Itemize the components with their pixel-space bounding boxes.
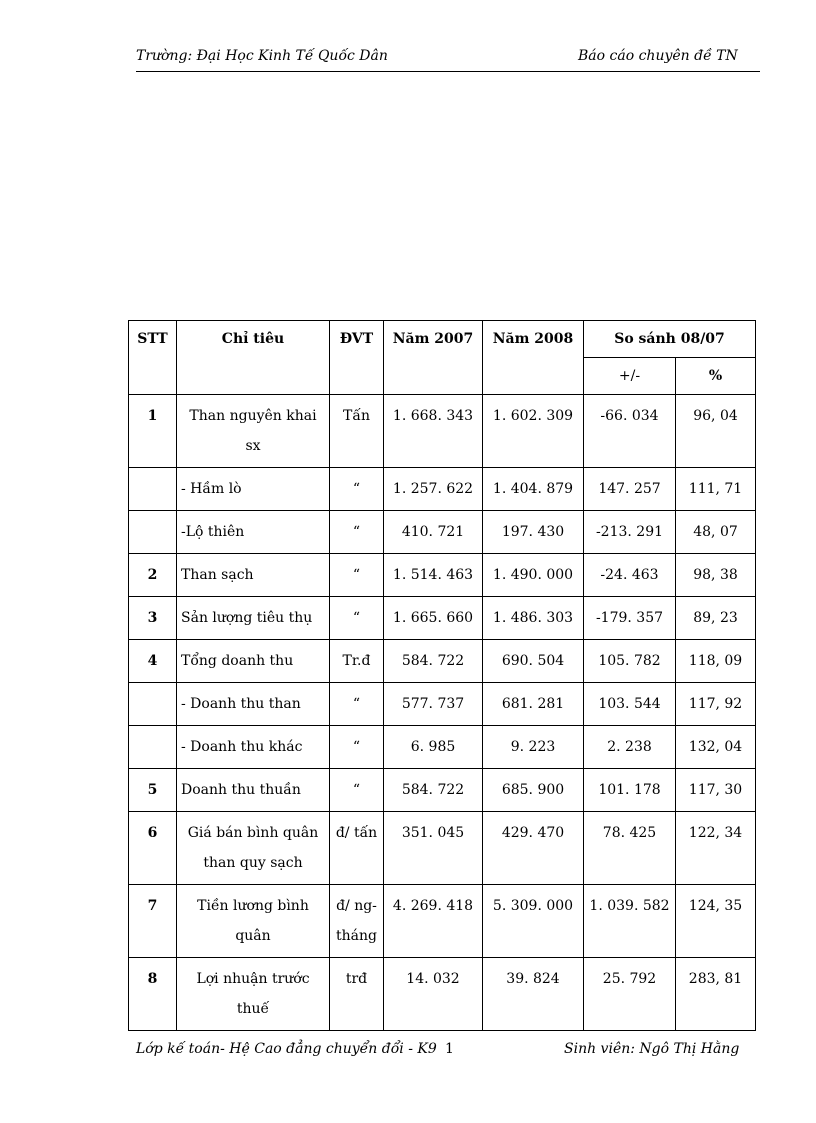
table-row — [129, 726, 756, 769]
row-chi-tieu: Than sạch — [177, 554, 330, 597]
page-footer — [136, 1041, 760, 1065]
row-stt: 6 — [129, 812, 177, 885]
row-dvt: “ — [330, 554, 384, 597]
row-dvt: Tr.đ — [330, 640, 384, 683]
table-row — [129, 769, 756, 812]
col-header-dvt: ĐVT — [330, 321, 384, 395]
row-2007: 584. 722 — [384, 640, 483, 683]
row-2008: 197. 430 — [483, 511, 584, 554]
row-pct: 111, 71 — [676, 468, 756, 511]
row-stt — [129, 511, 177, 554]
row-dvt: “ — [330, 726, 384, 769]
row-2008: 685. 900 — [483, 769, 584, 812]
row-pct: 48, 07 — [676, 511, 756, 554]
row-2007: 410. 721 — [384, 511, 483, 554]
table-row — [129, 683, 756, 726]
row-diff: 2. 238 — [584, 726, 676, 769]
row-chi-tieu: Than nguyên khai sx — [177, 395, 330, 468]
footer-student: Sinh viên: Ngô Thị Hằng — [564, 1041, 740, 1057]
row-diff: 103. 544 — [584, 683, 676, 726]
row-chi-tieu: Tổng doanh thu — [177, 640, 330, 683]
row-diff: -213. 291 — [584, 511, 676, 554]
table-row — [129, 554, 756, 597]
row-diff: -24. 463 — [584, 554, 676, 597]
row-pct: 96, 04 — [676, 395, 756, 468]
row-diff: 78. 425 — [584, 812, 676, 885]
row-pct: 283, 81 — [676, 958, 756, 1031]
row-pct: 132, 04 — [676, 726, 756, 769]
row-stt: 5 — [129, 769, 177, 812]
row-chi-tieu: -Lộ thiên — [177, 511, 330, 554]
page-header — [136, 48, 760, 72]
row-2008: 429. 470 — [483, 812, 584, 885]
row-stt — [129, 468, 177, 511]
row-stt: 1 — [129, 395, 177, 468]
row-pct: 98, 38 — [676, 554, 756, 597]
row-pct: 117, 30 — [676, 769, 756, 812]
row-diff: -179. 357 — [584, 597, 676, 640]
row-diff: 25. 792 — [584, 958, 676, 1031]
row-stt: 3 — [129, 597, 177, 640]
table-row — [129, 468, 756, 511]
row-2007: 4. 269. 418 — [384, 885, 483, 958]
row-2008: 1. 490. 000 — [483, 554, 584, 597]
header-report-title: Báo cáo chuyên đề TN — [578, 48, 738, 64]
table-row — [129, 395, 756, 468]
col-header-pct: % — [676, 358, 756, 395]
row-chi-tieu: Lợi nhuận trước thuế — [177, 958, 330, 1031]
row-pct: 124, 35 — [676, 885, 756, 958]
col-header-chi-tieu: Chỉ tiêu — [177, 321, 330, 395]
row-diff: 101. 178 — [584, 769, 676, 812]
row-2008: 1. 602. 309 — [483, 395, 584, 468]
row-2008: 681. 281 — [483, 683, 584, 726]
row-2008: 1. 404. 879 — [483, 468, 584, 511]
row-2007: 14. 032 — [384, 958, 483, 1031]
row-2008: 690. 504 — [483, 640, 584, 683]
row-chi-tieu: - Doanh thu than — [177, 683, 330, 726]
row-pct: 117, 92 — [676, 683, 756, 726]
row-2007: 351. 045 — [384, 812, 483, 885]
table-row — [129, 640, 756, 683]
table-row — [129, 885, 756, 958]
row-pct: 89, 23 — [676, 597, 756, 640]
row-chi-tieu: - Doanh thu khác — [177, 726, 330, 769]
col-header-diff: +/- — [584, 358, 676, 395]
row-2007: 584. 722 — [384, 769, 483, 812]
footer-class: Lớp kế toán- Hệ Cao đẳng chuyển đổi - K9 — [136, 1041, 437, 1057]
row-dvt: trđ — [330, 958, 384, 1031]
row-stt: 8 — [129, 958, 177, 1031]
row-chi-tieu: - Hầm lò — [177, 468, 330, 511]
row-chi-tieu: Sản lượng tiêu thụ — [177, 597, 330, 640]
row-2008: 39. 824 — [483, 958, 584, 1031]
row-stt — [129, 726, 177, 769]
row-stt: 2 — [129, 554, 177, 597]
header-divider — [136, 71, 760, 72]
row-chi-tieu: Tiền lương bình quân — [177, 885, 330, 958]
header-school: Trường: Đại Học Kinh Tế Quốc Dân — [136, 48, 388, 64]
row-dvt: đ/ ng-tháng — [330, 885, 384, 958]
row-2007: 1. 665. 660 — [384, 597, 483, 640]
row-dvt: “ — [330, 511, 384, 554]
row-stt: 4 — [129, 640, 177, 683]
row-2007: 6. 985 — [384, 726, 483, 769]
row-chi-tieu: Doanh thu thuần — [177, 769, 330, 812]
row-stt: 7 — [129, 885, 177, 958]
row-diff: 105. 782 — [584, 640, 676, 683]
row-2007: 1. 668. 343 — [384, 395, 483, 468]
row-dvt: “ — [330, 597, 384, 640]
row-dvt: Tấn — [330, 395, 384, 468]
col-header-2008: Năm 2008 — [483, 321, 584, 395]
row-pct: 122, 34 — [676, 812, 756, 885]
row-pct: 118, 09 — [676, 640, 756, 683]
statistics-table — [128, 320, 756, 1031]
row-dvt: “ — [330, 468, 384, 511]
table-row — [129, 812, 756, 885]
page-number: 1 — [445, 1041, 454, 1057]
row-diff: -66. 034 — [584, 395, 676, 468]
table-row — [129, 597, 756, 640]
table-row — [129, 958, 756, 1031]
table-row — [129, 511, 756, 554]
row-dvt: “ — [330, 769, 384, 812]
row-dvt: đ/ tấn — [330, 812, 384, 885]
row-chi-tieu: Giá bán bình quân than quy sạch — [177, 812, 330, 885]
row-2008: 1. 486. 303 — [483, 597, 584, 640]
header-row — [129, 321, 756, 358]
row-diff: 1. 039. 582 — [584, 885, 676, 958]
row-2008: 5. 309. 000 — [483, 885, 584, 958]
row-2007: 1. 257. 622 — [384, 468, 483, 511]
col-header-stt: STT — [129, 321, 177, 395]
row-2008: 9. 223 — [483, 726, 584, 769]
col-header-2007: Năm 2007 — [384, 321, 483, 395]
row-dvt: “ — [330, 683, 384, 726]
row-2007: 577. 737 — [384, 683, 483, 726]
row-diff: 147. 257 — [584, 468, 676, 511]
col-header-so-sanh: So sánh 08/07 — [584, 321, 756, 358]
row-stt — [129, 683, 177, 726]
row-2007: 1. 514. 463 — [384, 554, 483, 597]
